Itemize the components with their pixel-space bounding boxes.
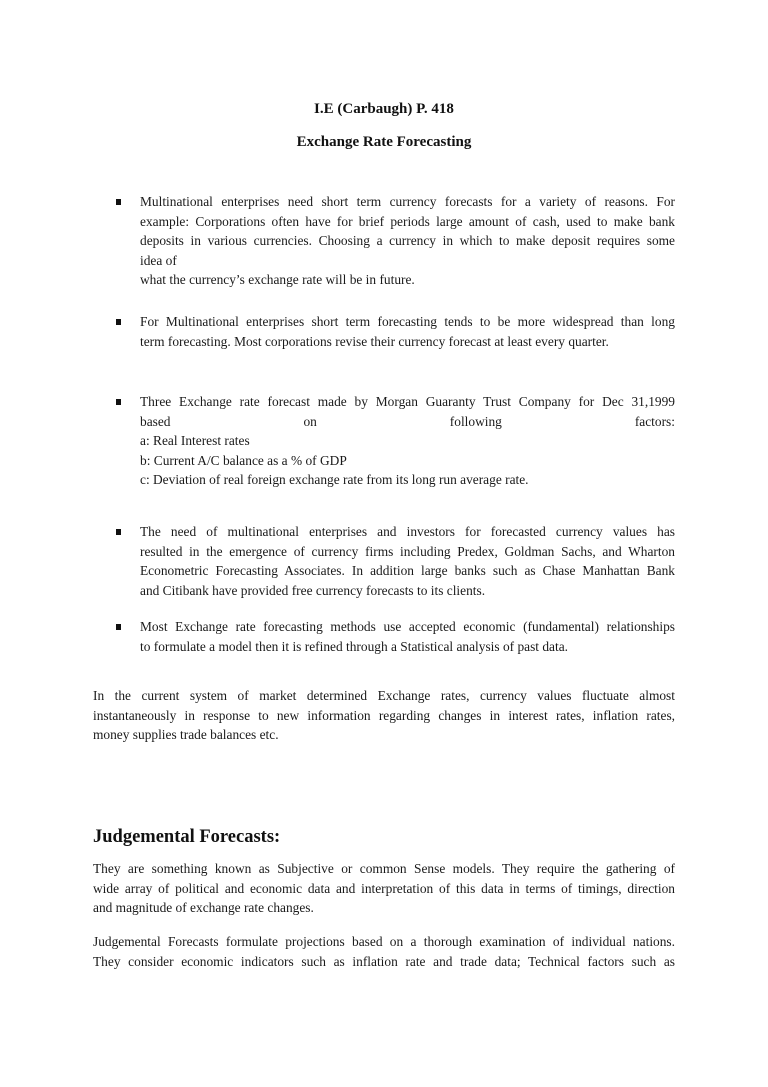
bullet-item <box>116 522 675 600</box>
bullet-item <box>116 617 675 656</box>
bullet-text: The need of multinational enterprises and investors for forecasted currency values has resulted in the emergence of currency firms including Predex, Goldman Sachs, and Wharton Econometric Forecasting Associates. In addition large banks such as Chase Manhattan Bank and Citibank have provided free currency forecasts to its clients. <box>140 524 675 598</box>
square-bullet-icon <box>116 319 121 325</box>
bullet-text: Multinational enterprises need short term currency forecasts for a variety of reasons. For example: Corporations often have for brief periods large amount of cash, used to make bank deposits in various currencies. Choosing a currency in which to make deposit requires some idea of what the currency’s exchange rate will be in future. <box>140 194 675 287</box>
bullet-item <box>116 312 675 351</box>
section-heading-judgemental-forecasts: Judgemental Forecasts: <box>93 827 281 847</box>
bullet-text: For Multinational enterprises short term forecasting tends to be more widespread than long term forecasting. Most corporations revise their currency forecast at least every quarter. <box>140 314 675 349</box>
factor-b: b: Current A/C balance as a % of GDP <box>140 452 347 468</box>
square-bullet-icon <box>116 199 121 205</box>
judgemental-paragraph-2: Judgemental Forecasts formulate projections based on a thorough examination of individual nations. They consider economic indicators such as inflation rate and trade data; Technical factors such as <box>93 934 675 969</box>
document-title: I.E (Carbaugh) P. 418 <box>314 101 454 117</box>
factor-a: a: Real Interest rates <box>140 433 250 448</box>
market-exchange-rates-paragraph: In the current system of market determined Exchange rates, currency values fluctuate almost instantaneously in response to new information regarding changes in interest rates, inflation rates, money supplies trade balances etc. <box>93 688 675 742</box>
square-bullet-icon <box>116 399 121 405</box>
document-subtitle: Exchange Rate Forecasting <box>296 134 472 150</box>
square-bullet-icon <box>116 529 121 535</box>
bullet-text: Most Exchange rate forecasting methods use accepted economic (fundamental) relationships to formulate a model then it is refined through a Statistical analysis of past data. <box>140 619 675 654</box>
bullet-text: Three Exchange rate forecast made by Morgan Guaranty Trust Company for Dec 31,1999 based on following factors: a: Real Interest rates b: Current A/C balance as a % of GDP c: Deviation of real foreign exchange rate from its long run average rate. <box>140 392 675 490</box>
judgemental-paragraph-1: They are something known as Subjective or common Sense models. They require the gathering of wide array of political and economic data and interpretation of this data in terms of timings, direction and magnitude of exchange rate changes. <box>93 861 675 915</box>
square-bullet-icon <box>116 624 121 630</box>
factor-c: c: Deviation of real foreign exchange rate from its long run average rate. <box>140 472 529 487</box>
bullet-item <box>116 192 675 290</box>
bullet-item <box>116 392 675 490</box>
